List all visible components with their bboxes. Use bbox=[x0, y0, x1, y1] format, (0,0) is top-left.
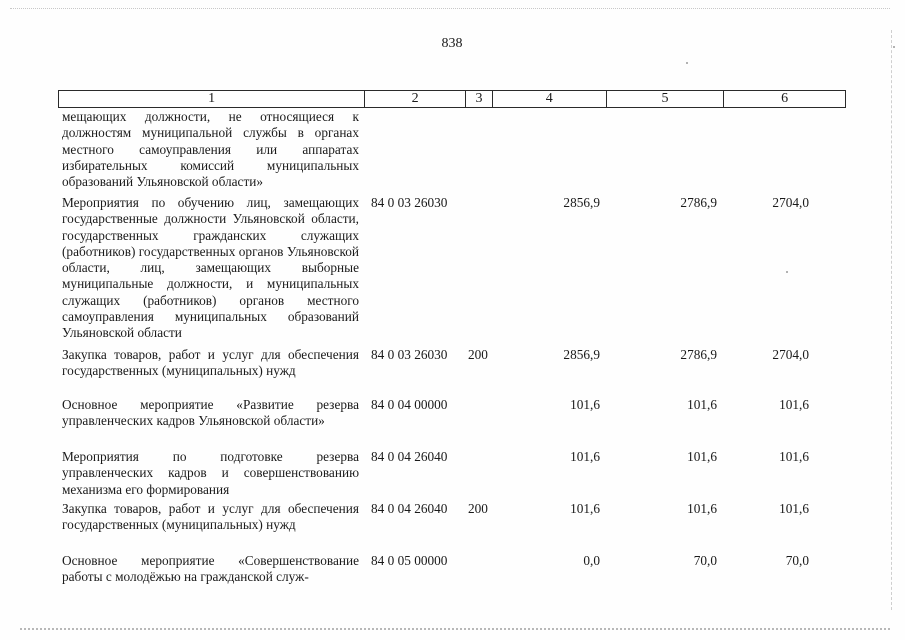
scan-speck bbox=[893, 46, 895, 48]
row-value-col5: 70,0 bbox=[693, 553, 717, 568]
scan-edge-bottom bbox=[20, 628, 890, 630]
row-value-col6: 101,6 bbox=[779, 449, 809, 464]
row-value-col6: 2704,0 bbox=[772, 195, 809, 210]
row-value-col5: 101,6 bbox=[687, 501, 717, 516]
column-header-3: 3 bbox=[466, 91, 493, 107]
scan-edge-top bbox=[10, 8, 890, 9]
row-description: Основное мероприятие «Совершенствование работы с молодёжью на гражданской служ- bbox=[62, 553, 359, 585]
row-description: Закупка товаров, работ и услуг для обеспечения государственных (муниципальных) нужд bbox=[62, 347, 359, 379]
row-code: 84 0 04 26040 bbox=[371, 501, 448, 516]
table-row bbox=[62, 347, 842, 397]
row-value-col4: 101,6 bbox=[570, 449, 600, 464]
row-value-col5: 2786,9 bbox=[680, 195, 717, 210]
column-header-5: 5 bbox=[607, 91, 725, 107]
table-row bbox=[62, 195, 842, 347]
row-description: Мероприятия по обучению лиц, замещающих государственные должности Ульяновской области, государственных гражданских служащих (работников) государственных органов Ульяновской области, лиц, замещающих выборные муниципальные должности, и муниципальных служащих (работников) органов местного самоуправления муниципальных образований Ульяновской области bbox=[62, 195, 359, 341]
row-value-col6: 101,6 bbox=[779, 397, 809, 412]
row-value-col6: 2704,0 bbox=[772, 347, 809, 362]
row-value-col5: 101,6 bbox=[687, 449, 717, 464]
scan-speck bbox=[786, 271, 788, 273]
table-row bbox=[62, 109, 842, 195]
row-code: 84 0 05 00000 bbox=[371, 553, 448, 568]
table-row bbox=[62, 553, 842, 593]
scan-speck bbox=[686, 62, 688, 64]
row-description: Основное мероприятие «Развитие резерва управленческих кадров Ульяновской области» bbox=[62, 397, 359, 429]
row-value-col4: 101,6 bbox=[570, 397, 600, 412]
row-expense-type: 200 bbox=[468, 501, 488, 516]
table-row bbox=[62, 501, 842, 553]
row-code: 84 0 04 00000 bbox=[371, 397, 448, 412]
row-description: мещающих должности, не относящиеся к должностям муниципальной службы в органах местного самоуправления или аппаратах избирательных комиссий муниципальных образований Ульяновской области» bbox=[62, 109, 359, 190]
table-row bbox=[62, 397, 842, 449]
column-header-6: 6 bbox=[781, 91, 789, 106]
scan-edge-right bbox=[891, 30, 892, 610]
row-value-col4: 101,6 bbox=[570, 501, 600, 516]
column-header-2: 2 bbox=[365, 91, 466, 107]
row-value-col6: 70,0 bbox=[785, 553, 809, 568]
row-code: 84 0 03 26030 bbox=[371, 195, 448, 210]
row-code: 84 0 03 26030 bbox=[371, 347, 448, 362]
column-header-4: 4 bbox=[493, 91, 607, 107]
row-value-col4: 2856,9 bbox=[563, 347, 600, 362]
page-number: 838 bbox=[441, 36, 463, 51]
row-code: 84 0 04 26040 bbox=[371, 449, 448, 464]
row-description: Закупка товаров, работ и услуг для обеспечения государственных (муниципальных) нужд bbox=[62, 501, 359, 533]
row-expense-type: 200 bbox=[468, 347, 488, 362]
table-row bbox=[62, 449, 842, 501]
table-header-row bbox=[58, 90, 846, 108]
column-header-1: 1 bbox=[59, 91, 365, 107]
row-value-col6: 101,6 bbox=[779, 501, 809, 516]
row-value-col5: 101,6 bbox=[687, 397, 717, 412]
row-value-col4: 2856,9 bbox=[563, 195, 600, 210]
row-description: Мероприятия по подготовке резерва управленческих кадров и совершенствованию механизма его формирования bbox=[62, 449, 359, 497]
row-value-col5: 2786,9 bbox=[680, 347, 717, 362]
row-value-col4: 0,0 bbox=[583, 553, 600, 568]
table-body bbox=[62, 109, 842, 593]
